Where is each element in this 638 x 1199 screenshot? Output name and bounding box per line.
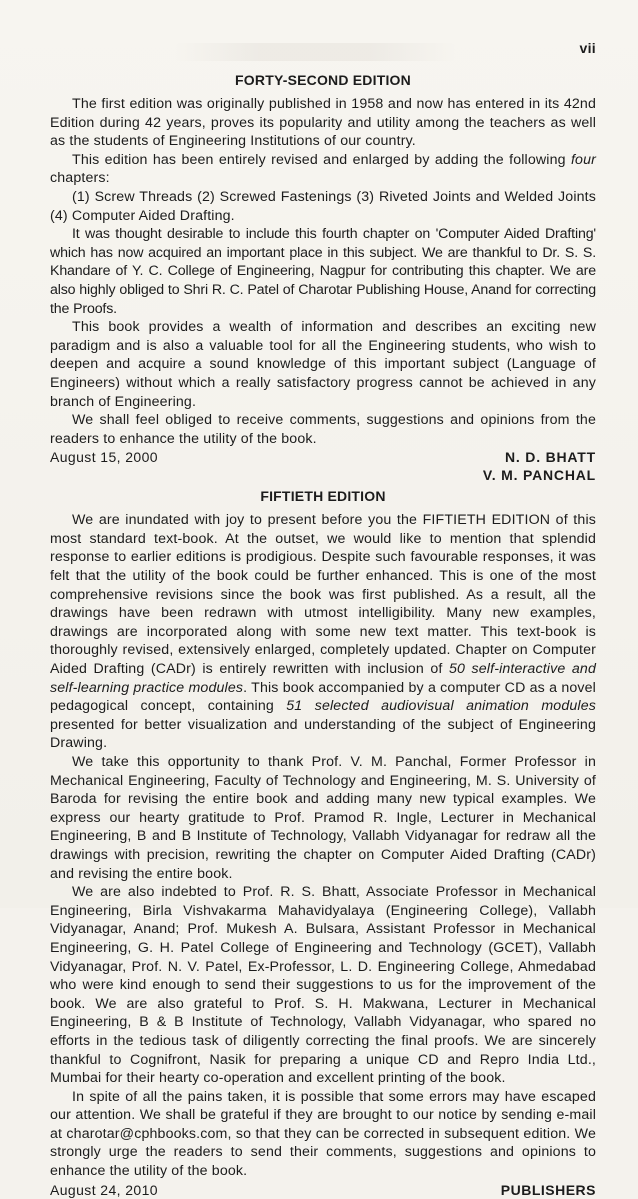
fiftieth-paragraph-1-b: . This book accompanied by a computer CD as a novel pedagogical concept, containing: [50, 679, 596, 715]
publishers-signature: PUBLISHERS: [500, 1181, 596, 1198]
forty-second-paragraph-2-suffix: chapters:: [50, 170, 110, 187]
forty-second-paragraph-6: We shall feel obliged to receive comments, suggestions and opinions from the readers to enhance the utility of the book.: [50, 412, 596, 447]
fiftieth-paragraph-1-emphasis-1: 50 self-interactive and self-learning practice modules: [50, 661, 596, 696]
forty-second-paragraph-2-prefix: This edition has been entirely revised and enlarged by adding the following: [72, 151, 571, 168]
forty-second-paragraph-3: (1) Screw Threads (2) Screwed Fastenings (3) Riveted Joints and Welded Joints (4) Computer Aided Drafting.: [50, 188, 596, 224]
forty-second-paragraph-2-emphasis: four: [570, 151, 596, 168]
forty-second-edition-heading: FORTY-SECOND EDITION: [235, 72, 411, 88]
forty-second-paragraph-4: It was thought desirable to include this fourth chapter on 'Computer Aided Drafting' which has now acquired an important place in this subject. We are thankful to Dr. S. S. Khandare of Y. C. College of Engineering, Nagpur for contributing this chapter. We are also highly obliged to Shri R. C. Patel of Charotar Publishing House, Anand for correcting the Proofs.: [50, 226, 596, 317]
bleed-through-mark: [175, 43, 455, 61]
fiftieth-paragraph-1-c: presented for better visualization and understanding of the subject of Engineering Drawing.: [50, 716, 596, 752]
fiftieth-paragraph-4: In spite of all the pains taken, it is possible that some errors may have escaped our attention. We shall be grateful if they are brought to our notice by sending e-mail at charotar@cphbooks.com, so that they can be corrected in subsequent edition. We strongly urge the readers to send their comments, suggestions and opinions to enhance the utility of the book.: [50, 1088, 596, 1180]
forty-second-paragraph-5: This book provides a wealth of information and describes an exciting new paradigm and is also a valuable tool for all the Engineering students, who wish to deepen and acquire a sound knowledge of this important subject (Language of Engineers) without which a really satisfactory progress cannot be achieved in any branch of Engineering.: [50, 319, 596, 410]
forty-second-paragraph-1: The first edition was originally published in 1958 and now has entered in its 42nd Edition during 42 years, proves its popularity and utility among the teachers as well as the students of Engineering Institutions of our country.: [50, 96, 596, 150]
forty-second-paragraph-2: [50, 151, 596, 188]
fiftieth-date: August 24, 2010: [50, 1181, 158, 1198]
fiftieth-paragraph-3: We are also indebted to Prof. R. S. Bhatt, Associate Professor in Mechanical Engineering, Birla Vishvakarma Mahavidyalaya (Engineering College), Vallabh Vidyanagar, Anand; Prof. Mukesh A. Bulsara, Assistant Professor in Mechanical Engineering, G. H. Patel College of Engineering and Technology (GCET), Vallabh Vidyanagar, Prof. N. V. Patel, Ex-Professor, L. D. Engineering College, Ahmedabad who were kind enough to send their suggestions to us for the improvement of the book. We are also grateful to Prof. S. H. Makwana, Lecturer in Mechanical Engineering, B & B Institute of Technology, Vallabh Vidyanagar, who spared no efforts in the tedious task of diligently correcting the final proofs. We are sincerely thankful to Cognifront, Nasik for preparing a unique CD and Repro India Ltd., Mumbai for their hearty co-operation and excellent printing of the book.: [50, 884, 596, 1087]
forty-second-signature-row: [50, 448, 596, 466]
forty-second-date: August 15, 2000: [50, 449, 158, 466]
fiftieth-paragraph-1: [50, 511, 596, 753]
fiftieth-edition-heading: FIFTIETH EDITION: [260, 488, 386, 505]
fiftieth-paragraph-2: We take this opportunity to thank Prof. V. M. Panchal, Former Professor in Mechanical Engineering, Faculty of Technology and Engineering, M. S. University of Baroda for revising the entire book and adding many new typical examples. We express our hearty gratitude to Prof. Pramod R. Ingle, Lecturer in Mechanical Engineering, B and B Institute of Technology, Vallabh Vidyanagar for redraw all the drawings with precision, rewriting the chapter on Computer Aided Drafting (CADr) and revising the entire book.: [50, 754, 596, 882]
fiftieth-paragraph-1-a: We are inundated with joy to present before you the FIFTIETH EDITION of this most standard text-book. At the outset, we would like to mention that splendid response to earlier editions is prodigious. Despite such favourable responses, it was felt that the utility of the book could be further enhanced. This is one of the most comprehensive revisions since the book was first published. As a result, all the drawings have been redrawn with utmost intelligibility. Many new examples, drawings are incorporated along with some new text matter. This text-book is thoroughly revised, extensively enlarged, completely updated. Chapter on Computer Aided Drafting (CADr) is entirely rewritten with inclusion of: [50, 512, 596, 678]
signatory-bhatt: N. D. BHATT: [505, 449, 596, 466]
fiftieth-signature-row: [50, 1181, 596, 1199]
signatory-panchal: V. M. PANCHAL: [482, 467, 596, 484]
page-number: vii: [579, 40, 596, 56]
fiftieth-paragraph-1-emphasis-2: 51 selected audiovisual animation modules: [286, 698, 596, 715]
